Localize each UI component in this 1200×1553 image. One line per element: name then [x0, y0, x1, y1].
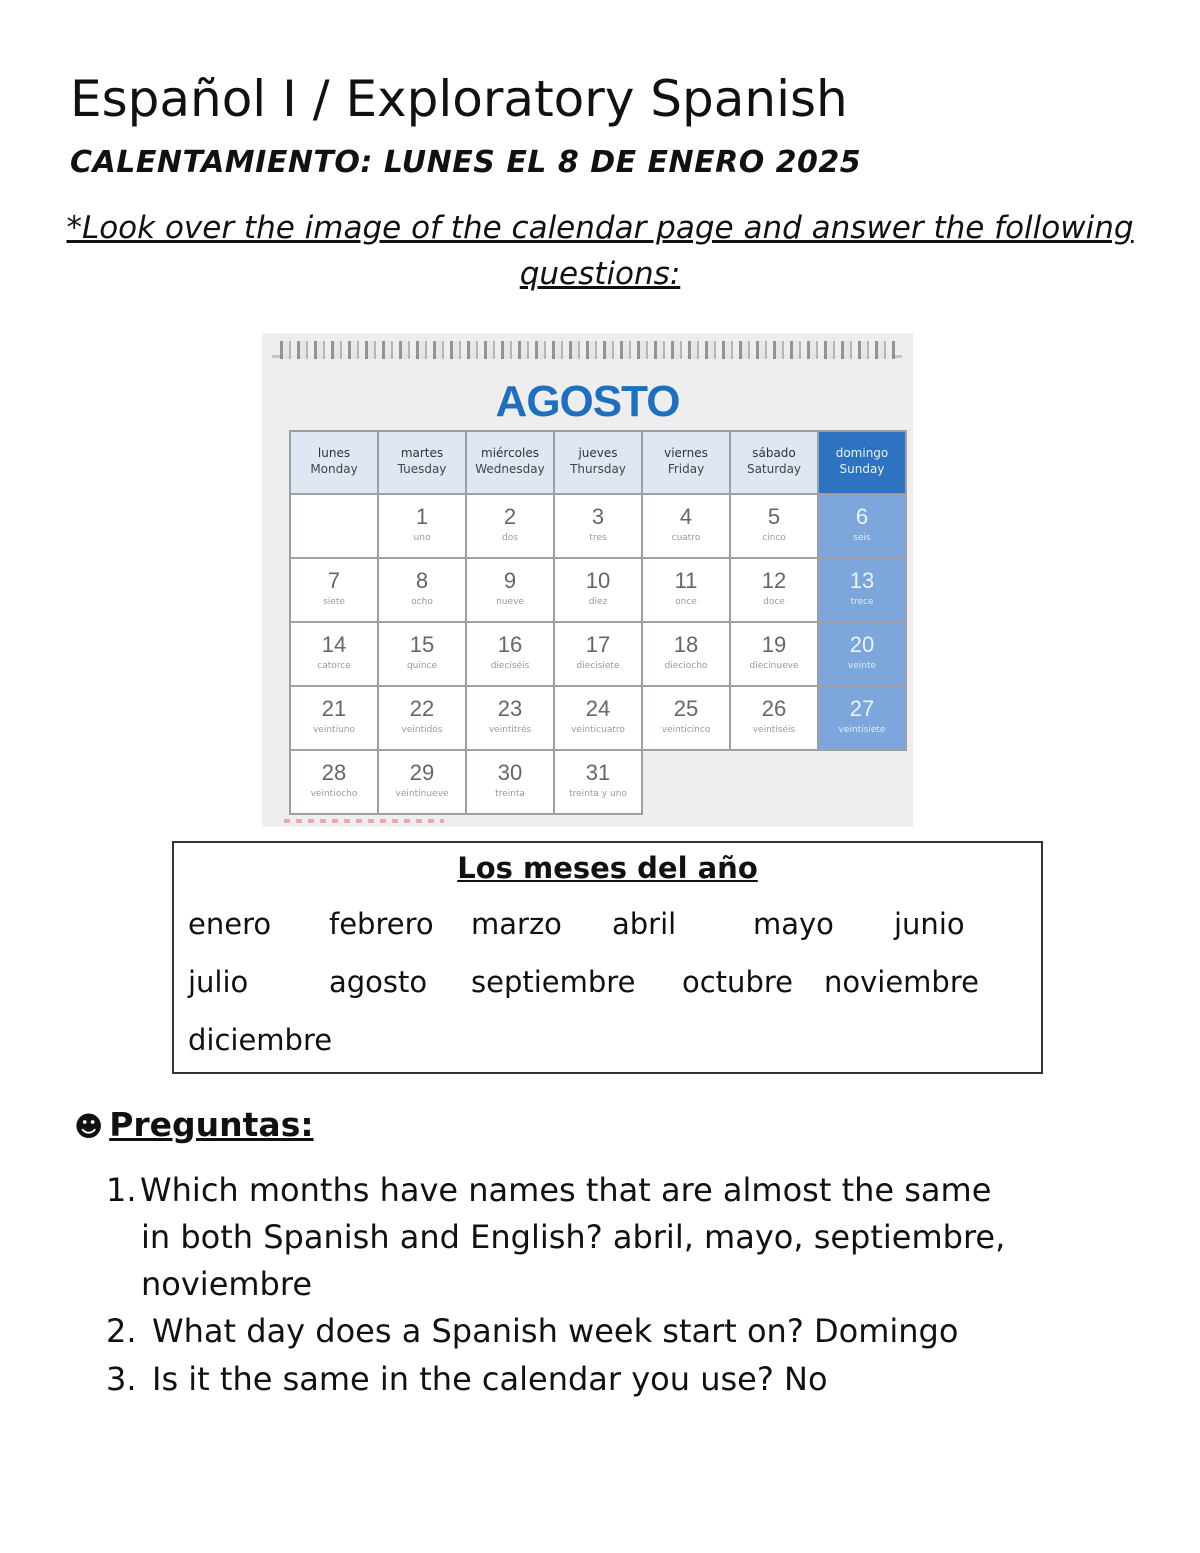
calendar-day-sunday: 27 veintisiete	[818, 686, 906, 750]
calendar-day: 24 veinticuatro	[554, 686, 642, 750]
calendar-day: 21 veintiuno	[290, 686, 378, 750]
question-text-line: Which months have names that are almost the same	[140, 1171, 992, 1209]
calendar-day: 30 treinta	[466, 750, 554, 814]
calendar-day: 3 tres	[554, 494, 642, 558]
calendar-day: 4 cuatro	[642, 494, 730, 558]
weekday-header: lunes Monday	[290, 431, 378, 494]
calendar-day-empty	[290, 494, 378, 558]
month-word: marzo	[471, 907, 562, 941]
weekday-header: sábado Saturday	[730, 431, 818, 494]
calendar-day: 19 diecinueve	[730, 622, 818, 686]
calendar-grid	[289, 430, 907, 815]
calendar-day: 9 nueve	[466, 558, 554, 622]
instruction-text: *Look over the image of the calendar page and answer the following questions:	[66, 210, 1134, 292]
calendar-day: 31 treinta y uno	[554, 750, 642, 814]
calendar-footer-mark	[284, 819, 444, 823]
month-word: diciembre	[188, 1023, 333, 1057]
calendar-day: 5 cinco	[730, 494, 818, 558]
month-word: febrero	[329, 907, 434, 941]
question-item	[106, 1308, 1146, 1355]
calendar-week-row	[290, 622, 906, 686]
month-word: abril	[612, 907, 677, 941]
calendar-image	[262, 333, 913, 827]
question-text-line: noviembre	[141, 1265, 312, 1303]
question-item	[106, 1356, 1146, 1403]
calendar-day: 7 siete	[290, 558, 378, 622]
calendar-day: 23 veintitrés	[466, 686, 554, 750]
weekday-header: viernes Friday	[642, 431, 730, 494]
calendar-day: 1 uno	[378, 494, 466, 558]
question-number: 1.	[106, 1171, 137, 1209]
calendar-month-name: AGOSTO	[495, 377, 680, 426]
calendar-day: 17 diecisiete	[554, 622, 642, 686]
calendar-day: 26 veintiséis	[730, 686, 818, 750]
calendar-day-empty	[730, 750, 818, 814]
question-text-line: in both Spanish and English? abril, mayo, septiembre,	[141, 1218, 1006, 1256]
page-title: Español I / Exploratory Spanish	[70, 70, 848, 128]
month-word: junio	[894, 907, 965, 941]
calendar-week-row	[290, 494, 906, 558]
month-word: septiembre	[471, 965, 636, 999]
months-box-title: Los meses del año	[457, 851, 758, 885]
calendar-day: 2 dos	[466, 494, 554, 558]
question-text-line: Is it the same in the calendar you use? No	[152, 1360, 828, 1398]
calendar-week-row	[290, 750, 906, 814]
question-number: 2.	[106, 1312, 137, 1350]
question-item	[106, 1167, 1146, 1308]
month-word: octubre	[682, 965, 793, 999]
calendar-week-row	[290, 558, 906, 622]
weekday-header: jueves Thursday	[554, 431, 642, 494]
calendar-day: 29 veintinueve	[378, 750, 466, 814]
months-box	[172, 841, 1043, 1074]
calendar-day: 16 dieciséis	[466, 622, 554, 686]
questions-heading-label: Preguntas:	[109, 1105, 314, 1144]
question-text-line: What day does a Spanish week start on? Domingo	[152, 1312, 959, 1350]
calendar-rings	[280, 341, 895, 359]
calendar-day: 28 veintiocho	[290, 750, 378, 814]
calendar-day: 15 quince	[378, 622, 466, 686]
month-word: julio	[188, 965, 249, 999]
questions-heading	[74, 1105, 314, 1144]
calendar-day-sunday: 6 seis	[818, 494, 906, 558]
month-word: mayo	[753, 907, 834, 941]
calendar-weekday-row	[290, 431, 906, 494]
calendar-day-empty	[642, 750, 730, 814]
smiley-icon: ☻	[74, 1110, 104, 1143]
calendar-day: 12 doce	[730, 558, 818, 622]
calendar-day-empty	[818, 750, 906, 814]
calendar-day: 11 once	[642, 558, 730, 622]
calendar-day-sunday: 13 trece	[818, 558, 906, 622]
calendar-day: 22 veintidós	[378, 686, 466, 750]
question-number: 3.	[106, 1360, 137, 1398]
calendar-day: 8 ocho	[378, 558, 466, 622]
month-word: noviembre	[824, 965, 979, 999]
weekday-header-sunday: domingo Sunday	[818, 431, 906, 494]
month-word: enero	[188, 907, 272, 941]
weekday-header: miércoles Wednesday	[466, 431, 554, 494]
calendar-day: 18 dieciocho	[642, 622, 730, 686]
calendar-day: 14 catorce	[290, 622, 378, 686]
weekday-header: martes Tuesday	[378, 431, 466, 494]
calendar-day: 25 veinticinco	[642, 686, 730, 750]
calendar-week-row	[290, 686, 906, 750]
calendar-day-sunday: 20 veinte	[818, 622, 906, 686]
month-word: agosto	[329, 965, 428, 999]
warmup-date: CALENTAMIENTO: LUNES EL 8 DE ENERO 2025	[70, 145, 862, 180]
calendar-day: 10 diez	[554, 558, 642, 622]
